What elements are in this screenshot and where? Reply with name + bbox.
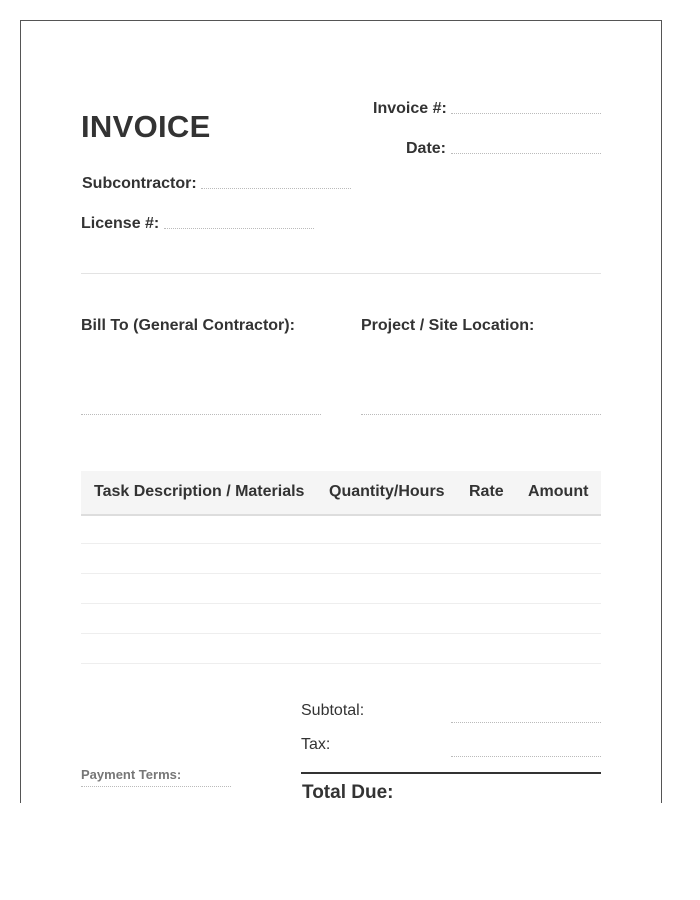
invoice-page xyxy=(20,20,662,803)
payment-terms-label: Payment Terms: xyxy=(81,767,182,782)
date-label: Date: xyxy=(406,140,447,157)
column-header-amount: Amount xyxy=(528,483,589,500)
line-items-table-header xyxy=(81,471,601,516)
project-location-label: Project / Site Location: xyxy=(361,317,535,334)
column-header-task: Task Description / Materials xyxy=(94,483,305,500)
invoice-number-field[interactable] xyxy=(451,113,601,114)
tax-label: Tax: xyxy=(301,736,331,753)
license-field[interactable] xyxy=(164,228,314,229)
table-row[interactable] xyxy=(81,633,601,634)
project-location-field[interactable] xyxy=(361,414,601,415)
table-row[interactable] xyxy=(81,543,601,544)
column-header-rate: Rate xyxy=(469,483,504,500)
bill-to-field[interactable] xyxy=(81,414,321,415)
table-row[interactable] xyxy=(81,603,601,604)
table-row[interactable] xyxy=(81,663,601,664)
invoice-number-label: Invoice #: xyxy=(373,100,447,117)
bill-to-label: Bill To (General Contractor): xyxy=(81,317,295,334)
table-row[interactable] xyxy=(81,573,601,574)
tax-field[interactable] xyxy=(451,756,601,757)
subcontractor-field[interactable] xyxy=(201,188,351,189)
invoice-title: INVOICE xyxy=(81,109,211,144)
date-field[interactable] xyxy=(451,153,601,154)
column-header-quantity: Quantity/Hours xyxy=(329,483,445,500)
total-due-label: Total Due: xyxy=(302,782,394,803)
payment-terms-field[interactable] xyxy=(81,786,231,787)
header-divider xyxy=(81,273,601,274)
total-divider xyxy=(301,772,601,774)
subcontractor-label: Subcontractor: xyxy=(82,175,197,192)
subtotal-field[interactable] xyxy=(451,722,601,723)
license-label: License #: xyxy=(81,215,160,232)
subtotal-label: Subtotal: xyxy=(301,702,365,719)
